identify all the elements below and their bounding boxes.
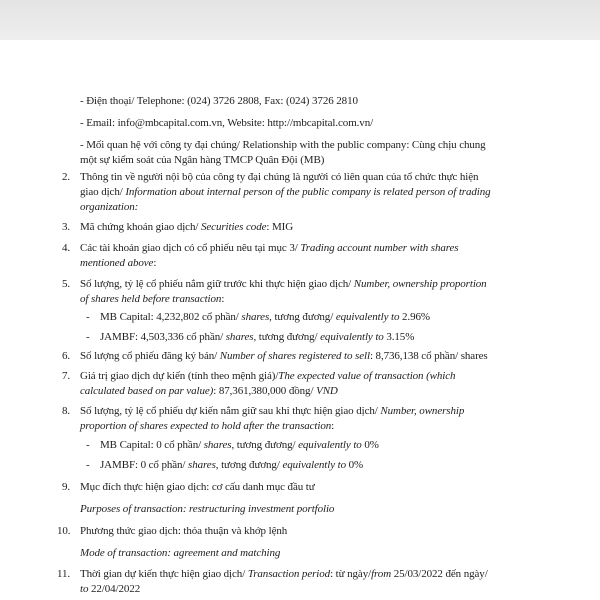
- item-3-line: Mã chứng khoán giao dịch/ Securities code: MIG: [80, 221, 294, 233]
- item-5-mbcapital: MB Capital: 4,232,802 cổ phần/ shares, tương đương/ equivalently to 2.96%: [100, 311, 430, 323]
- item-8-jambf: JAMBF: 0 cổ phần/ shares, tương đương/ equivalently to 0%: [100, 459, 364, 471]
- item-8-line-1: Số lượng, tỷ lệ cổ phiếu dự kiến nắm giữ sau khi thực hiện giao dịch/ Number, ownership: [80, 405, 465, 417]
- telephone-line: - Điện thoại/ Telephone: (024) 3726 2808, Fax: (024) 3726 2810: [80, 95, 358, 107]
- item-7-number: 7.: [62, 370, 71, 382]
- item-10-line-1: Phương thức giao dịch: thỏa thuận và khớp lệnh: [80, 525, 288, 537]
- top-bar: [0, 0, 600, 40]
- item-11-number: 11.: [57, 568, 71, 580]
- item-6-number: 6.: [62, 350, 71, 362]
- item-4-number: 4.: [62, 242, 71, 254]
- item-10-number: 10.: [57, 525, 71, 537]
- item-8-mbcapital: MB Capital: 0 cổ phần/ shares, tương đương/ equivalently to 0%: [100, 439, 379, 451]
- item-5-line-2: of shares held before transaction:: [80, 293, 225, 305]
- item-4-line-2: mentioned above:: [80, 257, 157, 269]
- bullet-dash: -: [86, 331, 90, 343]
- bullet-dash: -: [86, 459, 90, 471]
- item-8-number: 8.: [62, 405, 71, 417]
- item-5-number: 5.: [62, 278, 71, 290]
- item-6-line: Số lượng cổ phiếu đăng ký bán/ Number of shares registered to sell: 8,736,138 cổ phần/ shares: [80, 350, 488, 362]
- item-9-line-2: Purposes of transaction: restructuring investment portfolio: [80, 503, 335, 515]
- item-9-line-1: Mục đích thực hiện giao dịch: cơ cấu danh mục đầu tư: [80, 481, 315, 493]
- relationship-line-1: - Mối quan hệ với công ty đại chúng/ Relationship with the public company: Cùng chịu chung: [80, 139, 486, 151]
- bullet-dash: -: [86, 439, 90, 451]
- item-2-line-3: organization:: [80, 201, 139, 213]
- item-2-line-2: giao dịch/ Information about internal person of the public company is related person of trading: [80, 186, 491, 198]
- item-2-line-1: Thông tin về người nội bộ của công ty đại chúng là người có liên quan của tổ chức thực hiện: [80, 171, 479, 183]
- item-10-line-2: Mode of transaction: agreement and matching: [80, 547, 281, 559]
- item-9-number: 9.: [62, 481, 71, 493]
- bullet-dash: -: [86, 311, 90, 323]
- item-8-line-2: proportion of shares expected to hold after the transaction:: [80, 420, 335, 432]
- item-5-line-1: Số lượng, tỷ lệ cổ phiếu nắm giữ trước khi thực hiện giao dịch/ Number, ownership proportion: [80, 278, 487, 290]
- item-3-number: 3.: [62, 221, 71, 233]
- item-11-line-1: Thời gian dự kiến thực hiện giao dịch/ Transaction period: từ ngày/from 25/03/2022 đến ngày/: [80, 568, 488, 580]
- item-7-line-1: Giá trị giao dịch dự kiến (tính theo mệnh giá)/The expected value of transaction (which: [80, 370, 456, 382]
- relationship-line-2: một sự kiểm soát của Ngân hàng TMCP Quân Đội (MB): [80, 154, 325, 166]
- item-2-number: 2.: [62, 171, 71, 183]
- email-line: - Email: info@mbcapital.com.vn, Website: http://mbcapital.com.vn/: [80, 117, 374, 129]
- item-5-jambf: JAMBF: 4,503,336 cổ phần/ shares, tương đương/ equivalently to 3.15%: [100, 331, 415, 343]
- item-4-line-1: Các tài khoản giao dịch có cổ phiếu nêu tại mục 3/ Trading account number with shares: [80, 242, 459, 254]
- item-7-line-2: calculated based on par value): 87,361,380,000 đồng/ VND: [80, 385, 338, 397]
- document-page: [0, 40, 600, 600]
- item-11-line-2: to 22/04/2022: [80, 583, 141, 595]
